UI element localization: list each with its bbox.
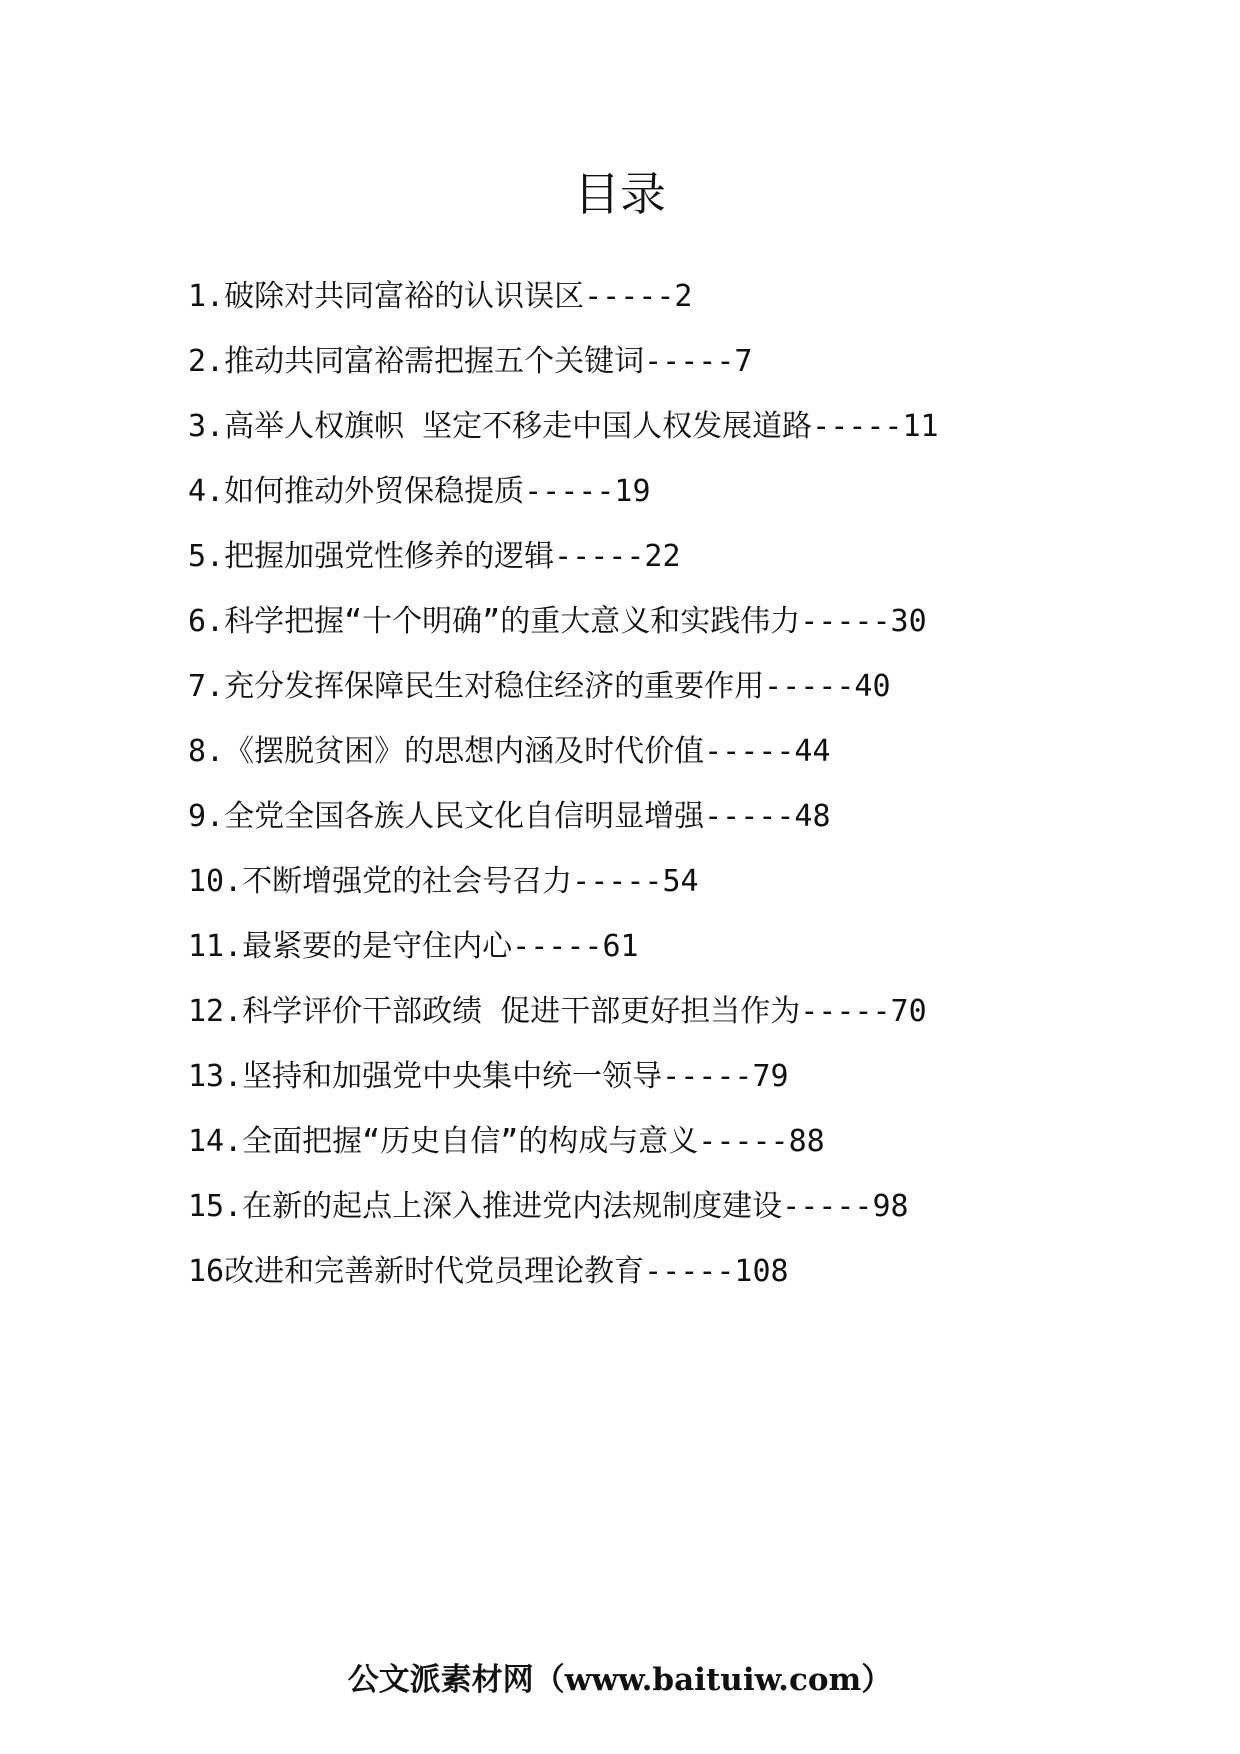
toc-item: 7.充分发挥保障民生对稳住经济的重要作用-----40 (188, 669, 891, 704)
table-of-contents (188, 272, 1148, 1312)
toc-item: 9.全党全国各族人民文化自信明显增强-----48 (188, 799, 831, 834)
toc-item: 4.如何推动外贸保稳提质-----19 (188, 474, 651, 509)
toc-item: 6.科学把握“十个明确”的重大意义和实践伟力-----30 (188, 604, 927, 639)
toc-item: 5.把握加强党性修养的逻辑-----22 (188, 539, 681, 574)
toc-item: 2.推动共同富裕需把握五个关键词-----7 (188, 344, 753, 379)
toc-item: 8.《摆脱贫困》的思想内涵及时代价值-----44 (188, 734, 831, 769)
toc-item: 15.在新的起点上深入推进党内法规制度建设-----98 (188, 1189, 909, 1224)
page-title: 目录 (574, 167, 666, 221)
toc-item: 1.破除对共同富裕的认识误区-----2 (188, 279, 693, 314)
toc-item: 3.高举人权旗帜 坚定不移走中国人权发展道路-----11 (188, 409, 939, 444)
toc-item: 14.全面把握“历史自信”的构成与意义-----88 (188, 1124, 825, 1159)
toc-item: 12.科学评价干部政绩 促进干部更好担当作为-----70 (188, 994, 927, 1029)
footer-watermark: 公文派素材网（www.baituiw.com） (347, 1662, 893, 1698)
toc-item: 10.不断增强党的社会号召力-----54 (188, 864, 699, 899)
toc-item: 13.坚持和加强党中央集中统一领导-----79 (188, 1059, 789, 1094)
toc-item: 11.最紧要的是守住内心-----61 (188, 929, 639, 964)
toc-item: 16改进和完善新时代党员理论教育-----108 (188, 1254, 789, 1289)
